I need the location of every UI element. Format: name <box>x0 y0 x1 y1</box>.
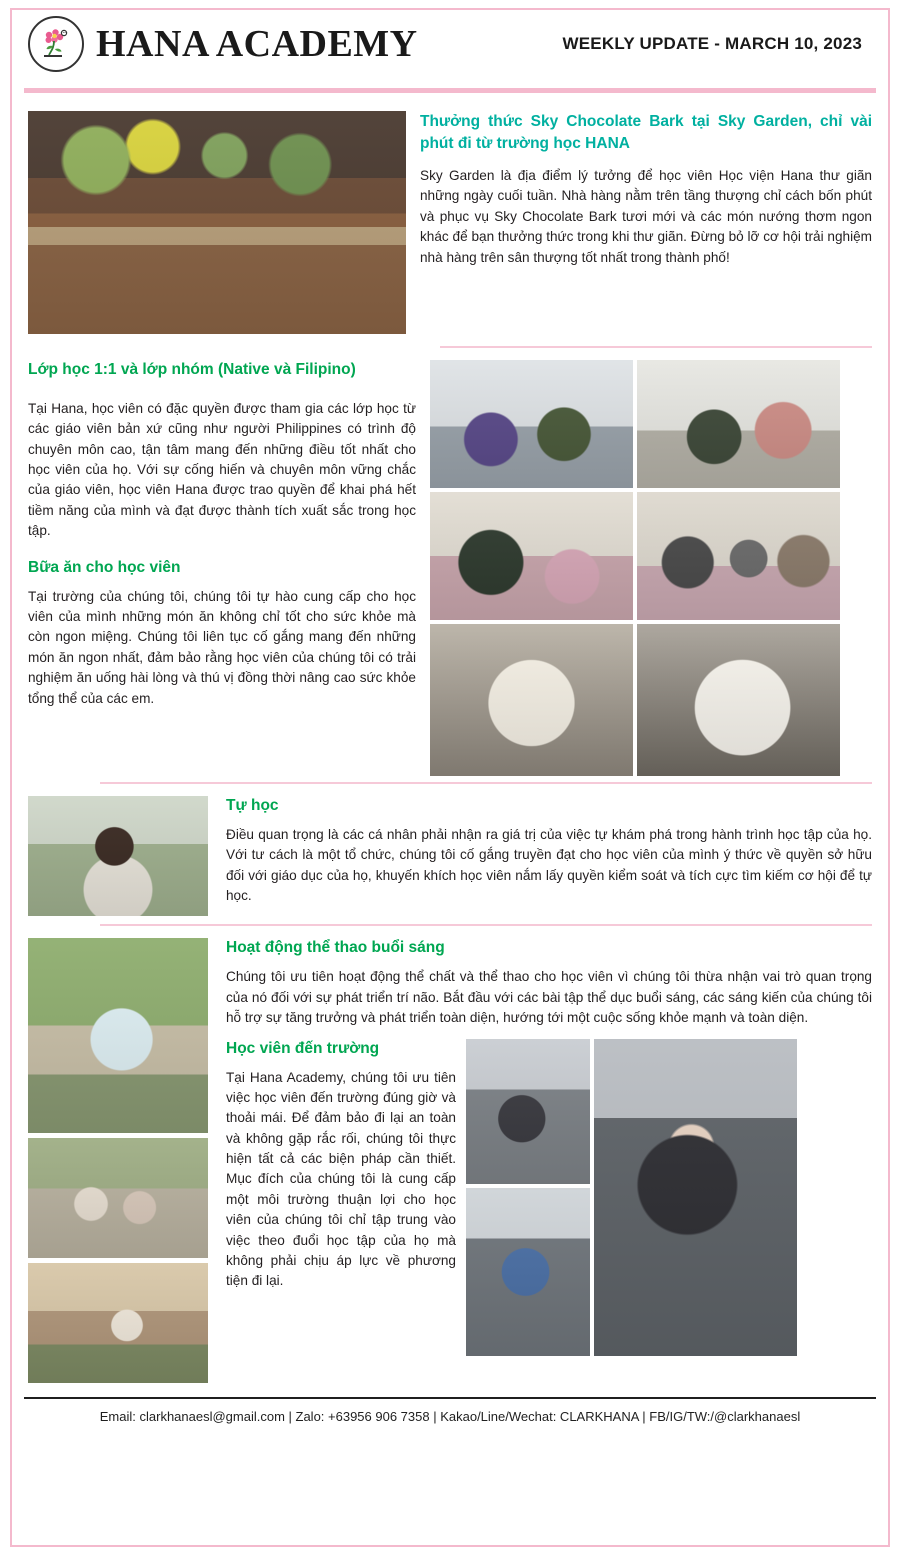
sports-body: Chúng tôi ưu tiên hoạt động thể chất và thể thao cho học viên vì chúng tôi thừa nhận vai trò quan trọng của nó đối với sự phát triển trí não. Bắt đầu với các bài tập thể dục buổi sáng, các sáng kiến của chúng tôi hỗ trợ sự tăng trưởng và phát triển toàn diện, hướng tới một cuộc sống khỏe mạnh và toàn diện. <box>226 969 872 1026</box>
sky-garden-body: Sky Garden là địa điểm lý tưởng để học viên Học viện Hana thư giãn những ngày cuối tuần. Nhà hàng nằm trên tầng thượng chỉ cách bốn phút và phục vụ Sky Chocolate Bark tươi mới và các món nướng thơm ngon khác để bạn thưởng thức trong khi thư giãn. Đừng bỏ lỡ cơ hội trải nghiệm nhà hàng trên sân thượng tốt nhất trong thành phố! <box>420 167 872 265</box>
class-photo-4 <box>637 492 840 620</box>
classes-heading: Lớp học 1:1 và lớp nhóm (Native và Filipino) <box>28 361 356 378</box>
meals-heading: Bữa ăn cho học viên <box>28 558 181 576</box>
class-photo-1 <box>430 360 633 488</box>
sports-heading: Hoạt động thể thao buổi sáng <box>226 939 445 957</box>
flower-logo-icon <box>28 16 84 72</box>
header-divider <box>24 88 876 93</box>
sky-garden-heading: Thưởng thức Sky Chocolate Bark tại Sky Garden, chỉ vài phút đi từ trường học HANA <box>420 113 872 153</box>
commute-body: Tại Hana Academy, chúng tôi ưu tiên việc học viên đến trường đúng giờ và thoải mái. Để đảm bảo đi lại an toàn và không gặp rắc rối, chúng tôi thực hiện tất cả các biện pháp cần thiết. Mục đích của chúng tôi là cung cấp một môi trường thuận lợi cho học viên của chúng tôi chỉ tập trung vào việc theo đuổi học tập của họ mà không phải chịu áp lực về phương tiện đi lại. <box>226 1069 456 1289</box>
self-study-photo <box>28 796 208 916</box>
commute-photo-3 <box>594 1039 797 1356</box>
commute-heading: Học viên đến trường <box>226 1039 380 1057</box>
sky-garden-photo <box>28 111 406 334</box>
sports-photo-3 <box>28 1263 208 1383</box>
section-self-study <box>0 796 900 916</box>
self-study-body: Điều quan trọng là các cá nhân phải nhận ra giá trị của việc tự khám phá trong hành trình học tập của họ. Với tư cách là một tổ chức, chúng tôi cố gắng truyền đạt cho học viên của mình ý thức về quyền sở hữu đối với giáo dục của họ, khuyến khích học viên nắm lấy quyền kiểm soát và tích cực tìm kiếm cơ hội để tự học. <box>226 826 872 904</box>
divider-3 <box>100 924 872 926</box>
commute-photo-2 <box>466 1188 590 1356</box>
section-sky-garden <box>0 111 900 334</box>
self-study-heading: Tự học <box>226 797 279 814</box>
meal-photo-1 <box>430 624 633 776</box>
issue-date: WEEKLY UPDATE - MARCH 10, 2023 <box>562 34 862 53</box>
class-photo-3 <box>430 492 633 620</box>
meal-photo-2 <box>637 624 840 776</box>
class-photo-2 <box>637 360 840 488</box>
divider-1 <box>440 346 872 348</box>
brand-logo <box>28 16 418 72</box>
commute-photo-1 <box>466 1039 590 1184</box>
sports-photo-column <box>28 938 208 1383</box>
meals-body: Tại trường của chúng tôi, chúng tôi tự hào cung cấp cho học viên của mình những món ăn không chỉ tốt cho sức khỏe mà còn ngon miệng. Chúng tôi liên tục cố gắng mang đến những món ăn ngon nhất, đảm bảo rằng học viên của chúng tôi có trải nghiệm ăn uống hài lòng và thú vị đồng thời nâng cao sức khỏe tổng thể của các em. <box>28 588 416 706</box>
section-classes-meals <box>0 360 900 776</box>
footer <box>0 1399 900 1424</box>
sports-photo-2 <box>28 1138 208 1258</box>
commute-photo-grid <box>466 1039 797 1356</box>
photo-grid <box>430 360 840 776</box>
divider-2 <box>100 782 872 784</box>
section-sports-commute <box>0 938 900 1383</box>
classes-body: Tại Hana, học viên có đặc quyền được tham gia các lớp học từ các giáo viên bản xứ cũng như người Philippines có trình độ chuyên môn cao, tận tâm mang đến những điều tốt nhất cho học viên của họ. Với sự cống hiến và chuyên môn vững chắc của giáo viên, học viên Hana được trao quyền để khai phá hết tiềm năng của mình và đạt được thành tích xuất sắc trong học tập. <box>28 400 416 539</box>
footer-contact: Email: clarkhanaesl@gmail.com | Zalo: +63956 906 7358 | Kakao/Line/Wechat: CLARKHANA | FB/IG/TW:/@clarkhanaesl <box>99 1409 801 1425</box>
brand-title: HANA ACADEMY <box>96 23 418 65</box>
header <box>0 0 900 82</box>
sports-photo-1 <box>28 938 208 1133</box>
